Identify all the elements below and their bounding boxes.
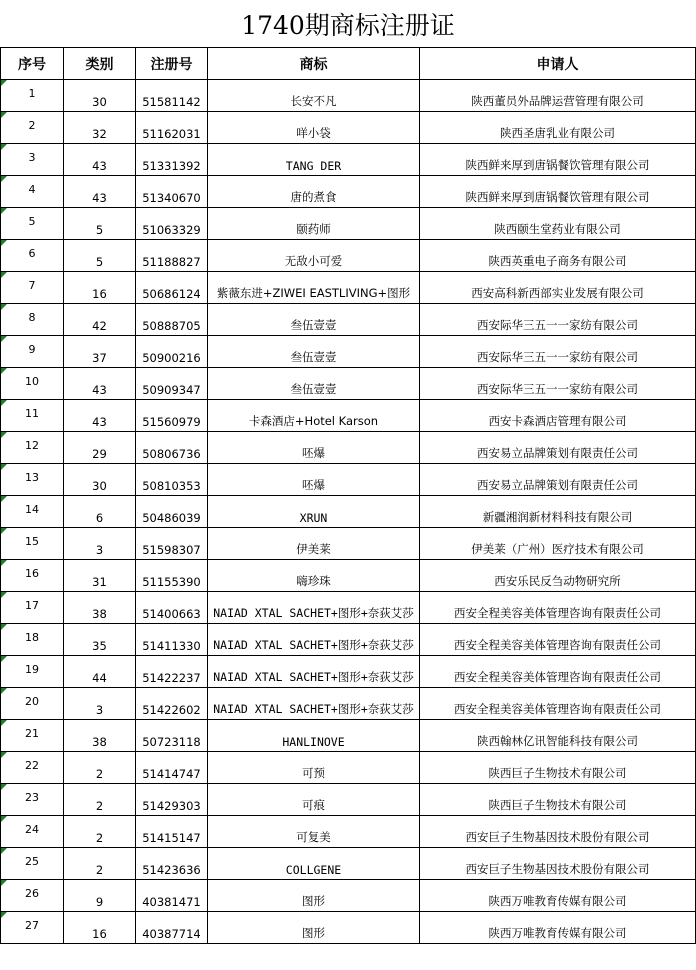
cell-seq: 15 [1, 528, 64, 560]
cell-trademark: 叁伍壹壹 [208, 368, 420, 400]
cell-seq: 1 [1, 80, 64, 112]
cell-seq: 19 [1, 656, 64, 688]
cell-seq: 13 [1, 464, 64, 496]
cell-reg-no: 51429303 [136, 784, 208, 816]
table-row [1, 240, 696, 272]
cell-reg-no: 51340670 [136, 176, 208, 208]
table-row [1, 80, 696, 112]
cell-reg-no: 51411330 [136, 624, 208, 656]
table-row [1, 368, 696, 400]
cell-class: 9 [64, 880, 136, 912]
cell-seq: 4 [1, 176, 64, 208]
cell-reg-no: 50900216 [136, 336, 208, 368]
cell-seq: 24 [1, 816, 64, 848]
cell-applicant: 陕西颐生堂药业有限公司 [420, 208, 696, 240]
cell-trademark: HANLINOVE [208, 720, 420, 752]
cell-seq: 2 [1, 112, 64, 144]
cell-class: 31 [64, 560, 136, 592]
cell-applicant: 西安际华三五一一家纺有限公司 [420, 368, 696, 400]
column-header-applicant: 申请人 [420, 48, 696, 80]
cell-reg-no: 40381471 [136, 880, 208, 912]
cell-applicant: 西安巨子生物基因技术股份有限公司 [420, 848, 696, 880]
cell-applicant: 西安易立品牌策划有限责任公司 [420, 464, 696, 496]
cell-seq: 14 [1, 496, 64, 528]
table-row [1, 752, 696, 784]
cell-applicant: 西安巨子生物基因技术股份有限公司 [420, 816, 696, 848]
cell-reg-no: 51423636 [136, 848, 208, 880]
cell-trademark: 可复美 [208, 816, 420, 848]
table-row [1, 848, 696, 880]
cell-trademark: 图形 [208, 880, 420, 912]
column-header-seq: 序号 [1, 48, 64, 80]
cell-applicant: 陕西鲜来厚到唐锅餐饮管理有限公司 [420, 176, 696, 208]
cell-class: 2 [64, 752, 136, 784]
cell-trademark: 图形 [208, 912, 420, 944]
cell-trademark: 可痕 [208, 784, 420, 816]
cell-seq: 20 [1, 688, 64, 720]
cell-class: 43 [64, 400, 136, 432]
cell-reg-no: 51422602 [136, 688, 208, 720]
cell-trademark: NAIAD XTAL SACHET+图形+奈荻艾莎 [208, 656, 420, 688]
cell-trademark: 叁伍壹壹 [208, 304, 420, 336]
table-row [1, 688, 696, 720]
cell-class: 2 [64, 848, 136, 880]
cell-applicant: 陕西翰林亿讯智能科技有限公司 [420, 720, 696, 752]
cell-trademark: NAIAD XTAL SACHET+图形+奈荻艾莎 [208, 592, 420, 624]
column-header-reg-no: 注册号 [136, 48, 208, 80]
cell-class: 5 [64, 240, 136, 272]
cell-class: 3 [64, 528, 136, 560]
cell-seq: 7 [1, 272, 64, 304]
table-row [1, 560, 696, 592]
cell-trademark: 紫薇东进+ZIWEI EASTLIVING+图形 [208, 272, 420, 304]
cell-reg-no: 51400663 [136, 592, 208, 624]
cell-trademark: TANG DER [208, 144, 420, 176]
cell-trademark: 嗨珍珠 [208, 560, 420, 592]
cell-seq: 6 [1, 240, 64, 272]
table-row [1, 624, 696, 656]
cell-reg-no: 40387714 [136, 912, 208, 944]
cell-class: 30 [64, 80, 136, 112]
cell-seq: 17 [1, 592, 64, 624]
cell-applicant: 西安全程美容美体管理咨询有限责任公司 [420, 688, 696, 720]
cell-applicant: 西安全程美容美体管理咨询有限责任公司 [420, 624, 696, 656]
cell-applicant: 陕西董员外品牌运营管理有限公司 [420, 80, 696, 112]
table-row [1, 528, 696, 560]
table-row [1, 144, 696, 176]
table-row [1, 208, 696, 240]
cell-applicant: 陕西巨子生物技术有限公司 [420, 752, 696, 784]
cell-class: 29 [64, 432, 136, 464]
cell-seq: 22 [1, 752, 64, 784]
cell-reg-no: 50888705 [136, 304, 208, 336]
cell-trademark: 可预 [208, 752, 420, 784]
cell-class: 30 [64, 464, 136, 496]
cell-reg-no: 51155390 [136, 560, 208, 592]
cell-applicant: 西安全程美容美体管理咨询有限责任公司 [420, 592, 696, 624]
cell-reg-no: 51162031 [136, 112, 208, 144]
cell-trademark: 叁伍壹壹 [208, 336, 420, 368]
cell-applicant: 西安际华三五一一家纺有限公司 [420, 336, 696, 368]
cell-trademark: 呸爆 [208, 432, 420, 464]
table-row [1, 272, 696, 304]
cell-class: 5 [64, 208, 136, 240]
table-row [1, 656, 696, 688]
cell-seq: 11 [1, 400, 64, 432]
table-row [1, 176, 696, 208]
table-row [1, 400, 696, 432]
cell-seq: 5 [1, 208, 64, 240]
cell-class: 2 [64, 784, 136, 816]
cell-applicant: 新疆湘润新材料科技有限公司 [420, 496, 696, 528]
table-row [1, 112, 696, 144]
cell-reg-no: 51188827 [136, 240, 208, 272]
cell-seq: 25 [1, 848, 64, 880]
cell-reg-no: 51598307 [136, 528, 208, 560]
cell-applicant: 陕西英重电子商务有限公司 [420, 240, 696, 272]
table-row [1, 784, 696, 816]
table-row [1, 304, 696, 336]
cell-seq: 21 [1, 720, 64, 752]
cell-class: 44 [64, 656, 136, 688]
cell-trademark: NAIAD XTAL SACHET+图形+奈荻艾莎 [208, 688, 420, 720]
cell-class: 43 [64, 176, 136, 208]
cell-trademark: 长安不凡 [208, 80, 420, 112]
cell-class: 43 [64, 368, 136, 400]
cell-class: 16 [64, 912, 136, 944]
cell-class: 2 [64, 816, 136, 848]
cell-reg-no: 50810353 [136, 464, 208, 496]
cell-applicant: 西安全程美容美体管理咨询有限责任公司 [420, 656, 696, 688]
cell-seq: 9 [1, 336, 64, 368]
cell-reg-no: 50486039 [136, 496, 208, 528]
cell-seq: 16 [1, 560, 64, 592]
cell-seq: 3 [1, 144, 64, 176]
cell-applicant: 西安乐民反刍动物研究所 [420, 560, 696, 592]
table-row [1, 496, 696, 528]
cell-trademark: 卡森酒店+Hotel Karson [208, 400, 420, 432]
cell-class: 38 [64, 592, 136, 624]
cell-seq: 23 [1, 784, 64, 816]
cell-class: 32 [64, 112, 136, 144]
table-row [1, 912, 696, 944]
cell-applicant: 陕西鲜来厚到唐锅餐饮管理有限公司 [420, 144, 696, 176]
cell-applicant: 陕西圣唐乳业有限公司 [420, 112, 696, 144]
column-header-trademark: 商标 [208, 48, 420, 80]
cell-reg-no: 51422237 [136, 656, 208, 688]
cell-reg-no: 51331392 [136, 144, 208, 176]
cell-reg-no: 50723118 [136, 720, 208, 752]
cell-class: 42 [64, 304, 136, 336]
page-title: 1740期商标注册证 [241, 10, 455, 40]
cell-applicant: 西安高科新西部实业发展有限公司 [420, 272, 696, 304]
trademark-table [0, 47, 696, 944]
cell-applicant: 西安易立品牌策划有限责任公司 [420, 432, 696, 464]
cell-class: 37 [64, 336, 136, 368]
cell-trademark: 咩小袋 [208, 112, 420, 144]
cell-seq: 26 [1, 880, 64, 912]
cell-trademark: XRUN [208, 496, 420, 528]
cell-reg-no: 50806736 [136, 432, 208, 464]
table-row [1, 592, 696, 624]
column-header-class: 类别 [64, 48, 136, 80]
table-row [1, 432, 696, 464]
table-row [1, 336, 696, 368]
cell-reg-no: 50686124 [136, 272, 208, 304]
table-row [1, 816, 696, 848]
cell-reg-no: 50909347 [136, 368, 208, 400]
table-row [1, 464, 696, 496]
cell-class: 6 [64, 496, 136, 528]
cell-applicant: 西安卡森酒店管理有限公司 [420, 400, 696, 432]
cell-class: 38 [64, 720, 136, 752]
cell-seq: 10 [1, 368, 64, 400]
cell-reg-no: 51415147 [136, 816, 208, 848]
cell-class: 43 [64, 144, 136, 176]
cell-applicant: 西安际华三五一一家纺有限公司 [420, 304, 696, 336]
table-body [1, 80, 696, 944]
cell-class: 3 [64, 688, 136, 720]
cell-reg-no: 51063329 [136, 208, 208, 240]
cell-class: 16 [64, 272, 136, 304]
cell-trademark: 唐的煮食 [208, 176, 420, 208]
cell-trademark: 无敌小可爱 [208, 240, 420, 272]
cell-reg-no: 51560979 [136, 400, 208, 432]
cell-class: 35 [64, 624, 136, 656]
cell-seq: 27 [1, 912, 64, 944]
cell-reg-no: 51581142 [136, 80, 208, 112]
cell-seq: 18 [1, 624, 64, 656]
cell-trademark: COLLGENE [208, 848, 420, 880]
cell-seq: 8 [1, 304, 64, 336]
table-header-row [1, 48, 696, 80]
cell-applicant: 伊美莱（广州）医疗技术有限公司 [420, 528, 696, 560]
cell-trademark: NAIAD XTAL SACHET+图形+奈荻艾莎 [208, 624, 420, 656]
cell-seq: 12 [1, 432, 64, 464]
cell-applicant: 陕西万唯教育传媒有限公司 [420, 912, 696, 944]
table-row [1, 880, 696, 912]
cell-applicant: 陕西万唯教育传媒有限公司 [420, 880, 696, 912]
table-row [1, 720, 696, 752]
cell-reg-no: 51414747 [136, 752, 208, 784]
cell-trademark: 呸爆 [208, 464, 420, 496]
cell-trademark: 伊美莱 [208, 528, 420, 560]
cell-trademark: 颐药师 [208, 208, 420, 240]
cell-applicant: 陕西巨子生物技术有限公司 [420, 784, 696, 816]
